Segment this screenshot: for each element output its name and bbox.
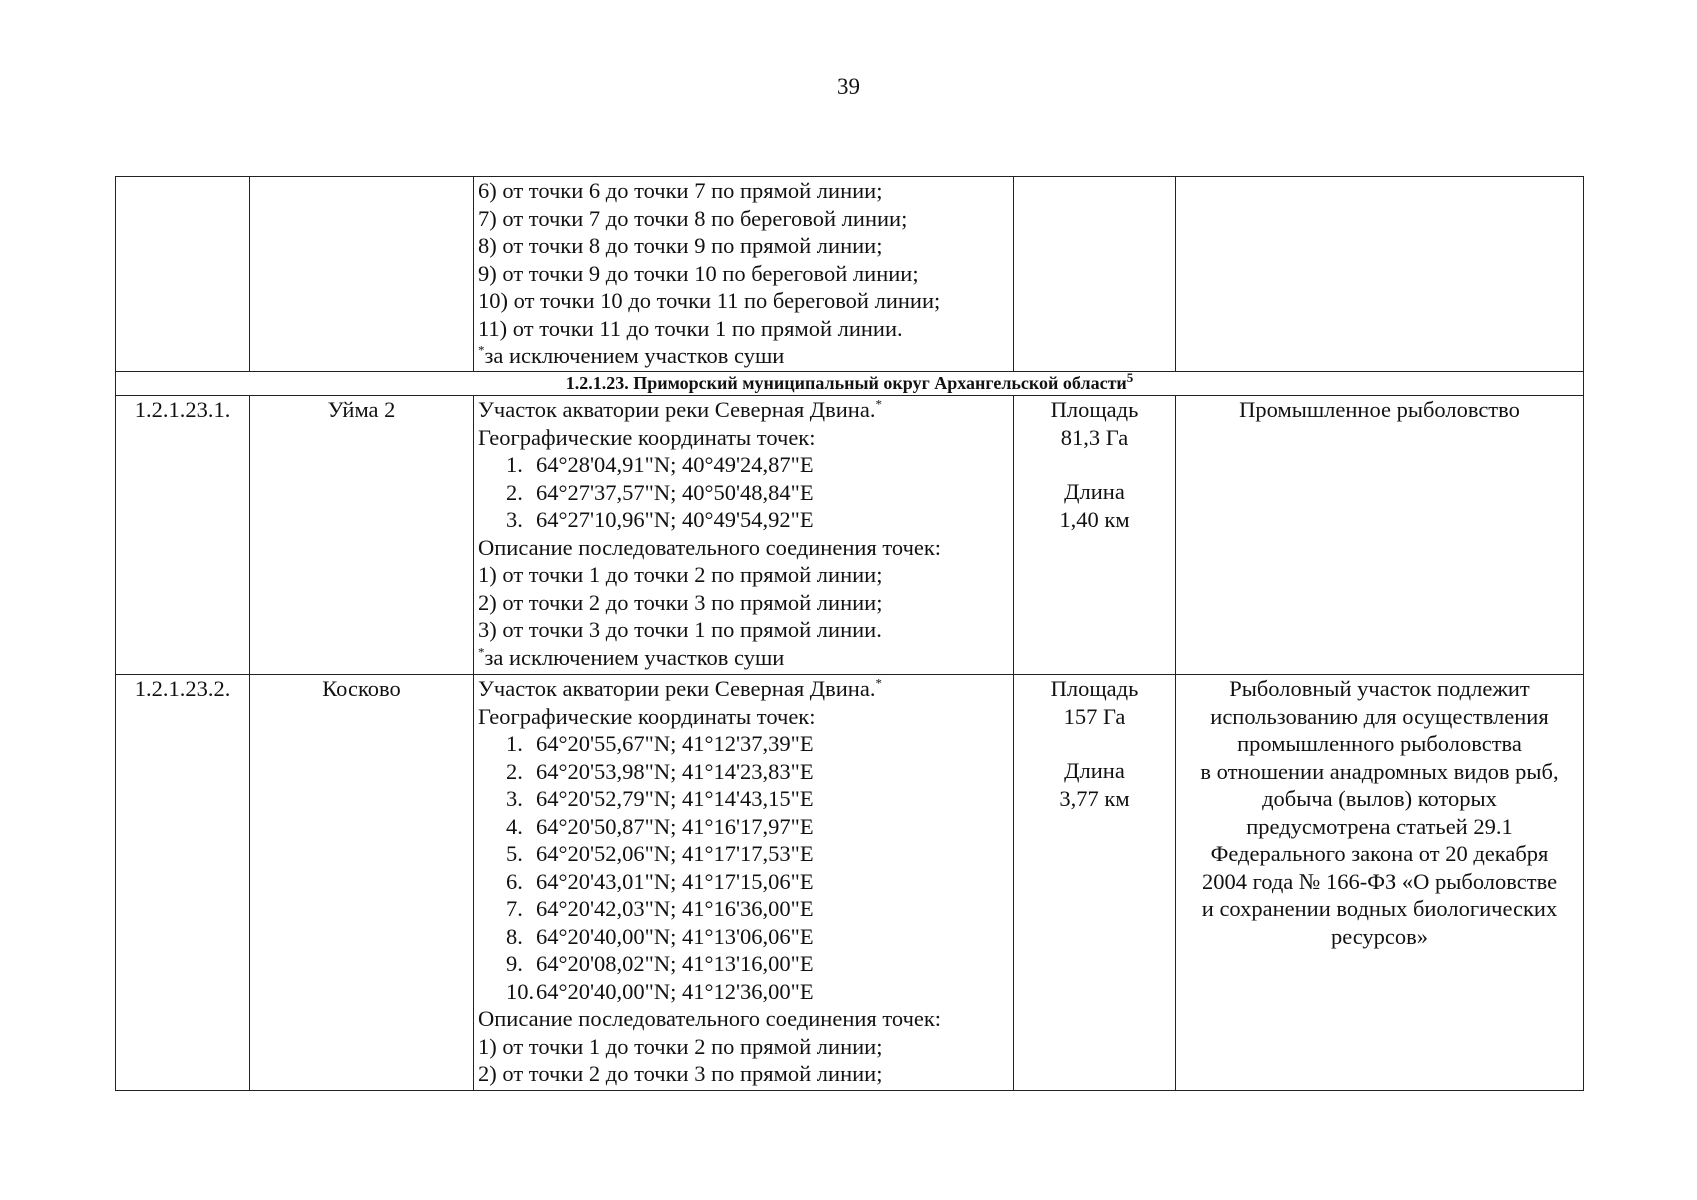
purpose-line: Федерального закона от 20 декабря [1210,841,1549,866]
land-exclusion-note [478,342,1009,370]
purpose-line: Рыболовный участок подлежит [1229,676,1530,701]
heading-text: Участок акватории реки Северная Двина. [478,397,876,422]
purpose-line: промышленного рыболовства [1237,731,1522,756]
coordinate-value: 64°27'10,96"N; 40°49'54,92"E [536,507,814,532]
coords-label: Географические координаты точек: [478,703,816,729]
coordinate-item [478,479,1009,507]
coordinate-index: 10. [506,978,535,1004]
length-label: Длина [1064,479,1125,504]
purpose-line: предусмотрена статьей 29.1 [1246,813,1513,839]
area-number: 1.2.1.23.2. [116,675,250,1091]
area-description [474,675,1014,1091]
connection-line: 1) от точки 1 до точки 2 по прямой линии; [478,1033,883,1059]
area-heading [478,396,1009,424]
connection-line: 1) от точки 1 до точки 2 по прямой линии; [478,562,883,587]
cell-description-continuation [474,177,1014,372]
purpose-line: и сохранении водных биологических [1201,896,1558,921]
coordinate-value: 64°20'40,00"N; 41°13'06,06"E [536,923,814,949]
coordinate-item [478,730,1009,758]
coordinate-index: 2. [506,758,523,784]
area-description [474,396,1014,675]
cell-size-empty [1014,177,1176,372]
section-header-row [116,372,1584,396]
connection-label: Описание последовательного соединения точек: [478,1006,942,1031]
coordinate-item [478,813,1009,841]
area-purpose [1176,675,1584,1091]
coordinate-value: 64°20'50,87"N; 41°16'17,97"E [536,813,814,839]
coordinate-value: 64°20'42,03"N; 41°16'36,00"E [536,896,814,921]
coordinate-item [478,840,1009,868]
coordinate-item [478,785,1009,813]
coordinate-item [478,758,1009,786]
purpose-line: Промышленное рыболовство [1239,397,1520,422]
purpose-line: использованию для осуществления [1210,703,1549,729]
area-number: 1.2.1.23.1. [116,396,250,675]
connection-line: 3) от точки 3 до точки 1 по прямой линии. [478,617,882,642]
section-title-text: 1.2.1.23. Приморский муниципальный округ Архангельской области [565,373,1127,393]
purpose-line: добыча (вылов) которых [1262,786,1497,811]
table-row [116,675,1584,1091]
note-text: за исключением участков суши [484,343,785,368]
asterisk-mark: * [875,675,882,691]
area-label: Площадь [1050,676,1139,701]
coordinate-item [478,451,1009,479]
footnote-mark: 5 [1126,371,1134,385]
coordinate-value: 64°20'43,01"N; 41°17'15,06"E [536,868,814,894]
coordinate-value: 64°20'55,67"N; 41°12'37,39"E [536,731,814,756]
connection-label: Описание последовательного соединения точек: [478,534,942,560]
fishing-areas-table [115,176,1584,1091]
purpose-line: в отношении анадромных видов рыб, [1200,758,1559,784]
connection-line: 2) от точки 2 до точки 3 по прямой линии; [478,1061,883,1086]
purpose-line: 2004 года № 166-ФЗ «О рыболовстве [1201,868,1558,894]
coordinate-value: 64°27'37,57"N; 40°50'48,84"E [536,479,814,505]
coordinate-item [478,950,1009,978]
coordinate-index: 9. [506,951,523,976]
page-number: 39 [837,74,860,99]
connection-line: 6) от точки 6 до точки 7 по прямой линии; [478,178,883,203]
asterisk-mark: * [478,644,485,659]
coordinate-index: 1. [506,731,523,756]
heading-text: Участок акватории реки Северная Двина. [478,676,876,701]
area-value: 81,3 Га [1060,424,1129,450]
area-value: 157 Га [1063,703,1126,729]
asterisk-mark: * [875,396,882,412]
coordinate-index: 2. [506,479,523,505]
cell-number-empty [116,177,250,372]
cell-purpose-empty [1176,177,1584,372]
connection-line: 8) от точки 8 до точки 9 по прямой линии; [478,233,883,258]
coordinate-index: 1. [506,452,523,477]
table-row-continuation [116,177,1584,372]
coordinate-index: 5. [506,841,523,866]
coordinate-value: 64°28'04,91"N; 40°49'24,87"E [536,452,814,477]
asterisk-mark: * [478,342,485,358]
coordinate-item [478,978,1009,1006]
coordinate-value: 64°20'52,79"N; 41°14'43,15"E [536,786,814,811]
coordinate-item [478,868,1009,896]
area-heading [478,675,1009,703]
length-label: Длина [1064,758,1125,783]
area-label: Площадь [1050,397,1139,422]
coordinate-value: 64°20'53,98"N; 41°14'23,83"E [536,758,814,784]
coordinate-item [478,506,1009,534]
area-purpose [1176,396,1584,675]
area-name: Косково [250,675,474,1091]
note-text: за исключением участков суши [484,644,785,670]
connection-line: 11) от точки 11 до точки 1 по прямой линии. [478,315,903,341]
table-row [116,396,1584,675]
coordinate-item [478,895,1009,923]
coordinate-item [478,923,1009,951]
connection-line: 10) от точки 10 до точки 11 по береговой линии; [478,288,941,313]
area-name: Уйма 2 [250,396,474,675]
coordinate-index: 8. [506,923,523,949]
purpose-line: ресурсов» [1330,923,1429,949]
coords-label: Географические координаты точек: [478,424,816,450]
area-size [1014,396,1176,675]
coordinate-index: 7. [506,896,523,921]
coordinate-value: 64°20'08,02"N; 41°13'16,00"E [536,951,814,976]
connection-line: 2) от точки 2 до точки 3 по прямой линии; [478,589,883,615]
connection-line: 9) от точки 9 до точки 10 по береговой линии; [478,260,919,286]
land-exclusion-note [478,644,1009,672]
connection-line: 7) от точки 7 до точки 8 по береговой линии; [478,205,908,231]
coordinate-index: 4. [506,813,523,839]
length-value: 3,77 км [1059,785,1130,811]
coordinate-value: 64°20'52,06"N; 41°17'17,53"E [536,841,814,866]
area-size [1014,675,1176,1091]
cell-name-empty [250,177,474,372]
coordinate-index: 3. [506,786,523,811]
coordinate-value: 64°20'40,00"N; 41°12'36,00"E [536,978,814,1004]
section-title [116,372,1584,396]
length-value: 1,40 км [1059,506,1130,532]
coordinate-index: 6. [506,868,523,894]
coordinate-index: 3. [506,507,523,532]
